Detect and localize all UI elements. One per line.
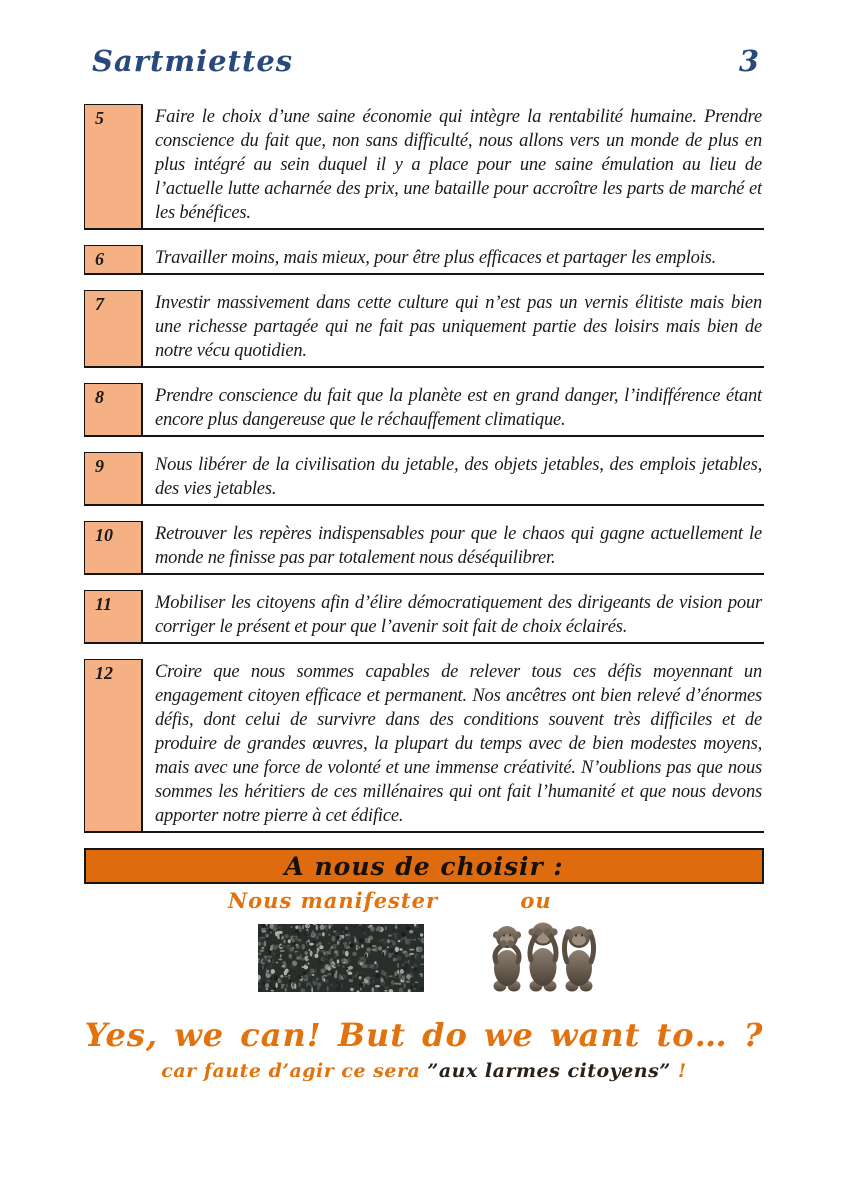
monkey-see-no-evil (528, 923, 557, 992)
choice-banner-text: A nous de choisir : (284, 851, 564, 881)
list-row-number: 9 (84, 452, 143, 504)
list-row-number: 12 (84, 659, 143, 831)
list-row-number: 5 (84, 104, 143, 228)
or-separator-label: ou (520, 888, 552, 913)
option-manifest-label: Nous manifester (227, 888, 439, 913)
list-row-text: Faire le choix d’une saine économie qui intègre la rentabilité humaine. Prendre conscience du fait que, non sans difficulté, nous allons vers un monde de plus en plus intégré au sein duquel il y a place pour une saine émulation au lieu de l’actuelle lutte acharnée des prix, une bataille pour accroître les parts de marché et les bénéfices. (155, 107, 762, 223)
list-row-number: 6 (84, 245, 143, 273)
list-row-text: Mobiliser les citoyens afin d’élire démocratiquement des dirigeants de vision pour corriger le présent et pour que l’avenir soit fait de choix éclairés. (155, 593, 762, 637)
choice-banner (84, 848, 764, 884)
crowd-photo-image (258, 924, 424, 992)
list-row-number: 10 (84, 521, 143, 573)
choice-figures (0, 920, 848, 1000)
list-row-number: 11 (84, 590, 143, 642)
monkey-hear-no-evil (564, 926, 593, 992)
numbered-list (84, 104, 764, 833)
warning-prefix: car faute d’agir ce sera (161, 1060, 428, 1082)
list-row-text: Retrouver les repères indispensables pour que le chaos qui gagne actuellement le monde ne finisse pas par totalement nous déséquilibrer. (155, 524, 762, 568)
choice-labels (0, 884, 848, 920)
warning-suffix: ! (670, 1060, 687, 1082)
list-row-number: 8 (84, 383, 143, 435)
list-row (84, 659, 764, 833)
list-row-number: 7 (84, 290, 143, 366)
list-row-text: Croire que nous sommes capables de relever tous ces défis moyennant un engagement citoyen efficace et permanent. Nos ancêtres ont bien relevé d’énormes défis, dont celui de survivre dans des conditions souvent très difficiles et de produire de grandes œuvres, la plupart du temps avec de bien modestes moyens, mais avec une force de volonté et une immense créativité. N’oublions pas que nous sommes les héritiers de ces millénaires qui ont fait l’humanité et que nous devons apporter notre pierre à cet édifice. (155, 662, 762, 826)
warning-quote: ”aux larmes citoyens” (427, 1060, 671, 1082)
slogan-line: Yes, we can! But do we want to… ? (84, 1016, 764, 1054)
monkey-speak-no-evil (493, 926, 521, 992)
list-row-text: Prendre conscience du fait que la planète est en grand danger, l’indifférence étant encore plus dangereuse que le réchauffement climatique. (155, 386, 762, 430)
document-title: Sartmiettes (92, 44, 294, 78)
page-footer (0, 1016, 848, 1082)
list-row-text: Nous libérer de la civilisation du jetable, des objets jetables, des emplois jetables, des vies jetables. (155, 455, 762, 499)
page-header (0, 0, 848, 78)
list-row (84, 290, 764, 368)
list-row (84, 590, 764, 644)
page-number: 3 (738, 44, 760, 78)
three-wise-monkeys-image (488, 920, 598, 996)
list-row-text: Investir massivement dans cette culture qui n’est pas un vernis élitiste mais bien une richesse partagée qui ne fait pas uniquement partie des loisirs mais bien de notre vécu quotidien. (155, 293, 762, 361)
list-row (84, 521, 764, 575)
list-row (84, 383, 764, 437)
list-row-text: Travailler moins, mais mieux, pour être plus efficaces et partager les emplois. (155, 248, 717, 268)
list-row (84, 452, 764, 506)
list-row (84, 245, 764, 275)
list-row (84, 104, 764, 230)
warning-line (0, 1060, 848, 1082)
